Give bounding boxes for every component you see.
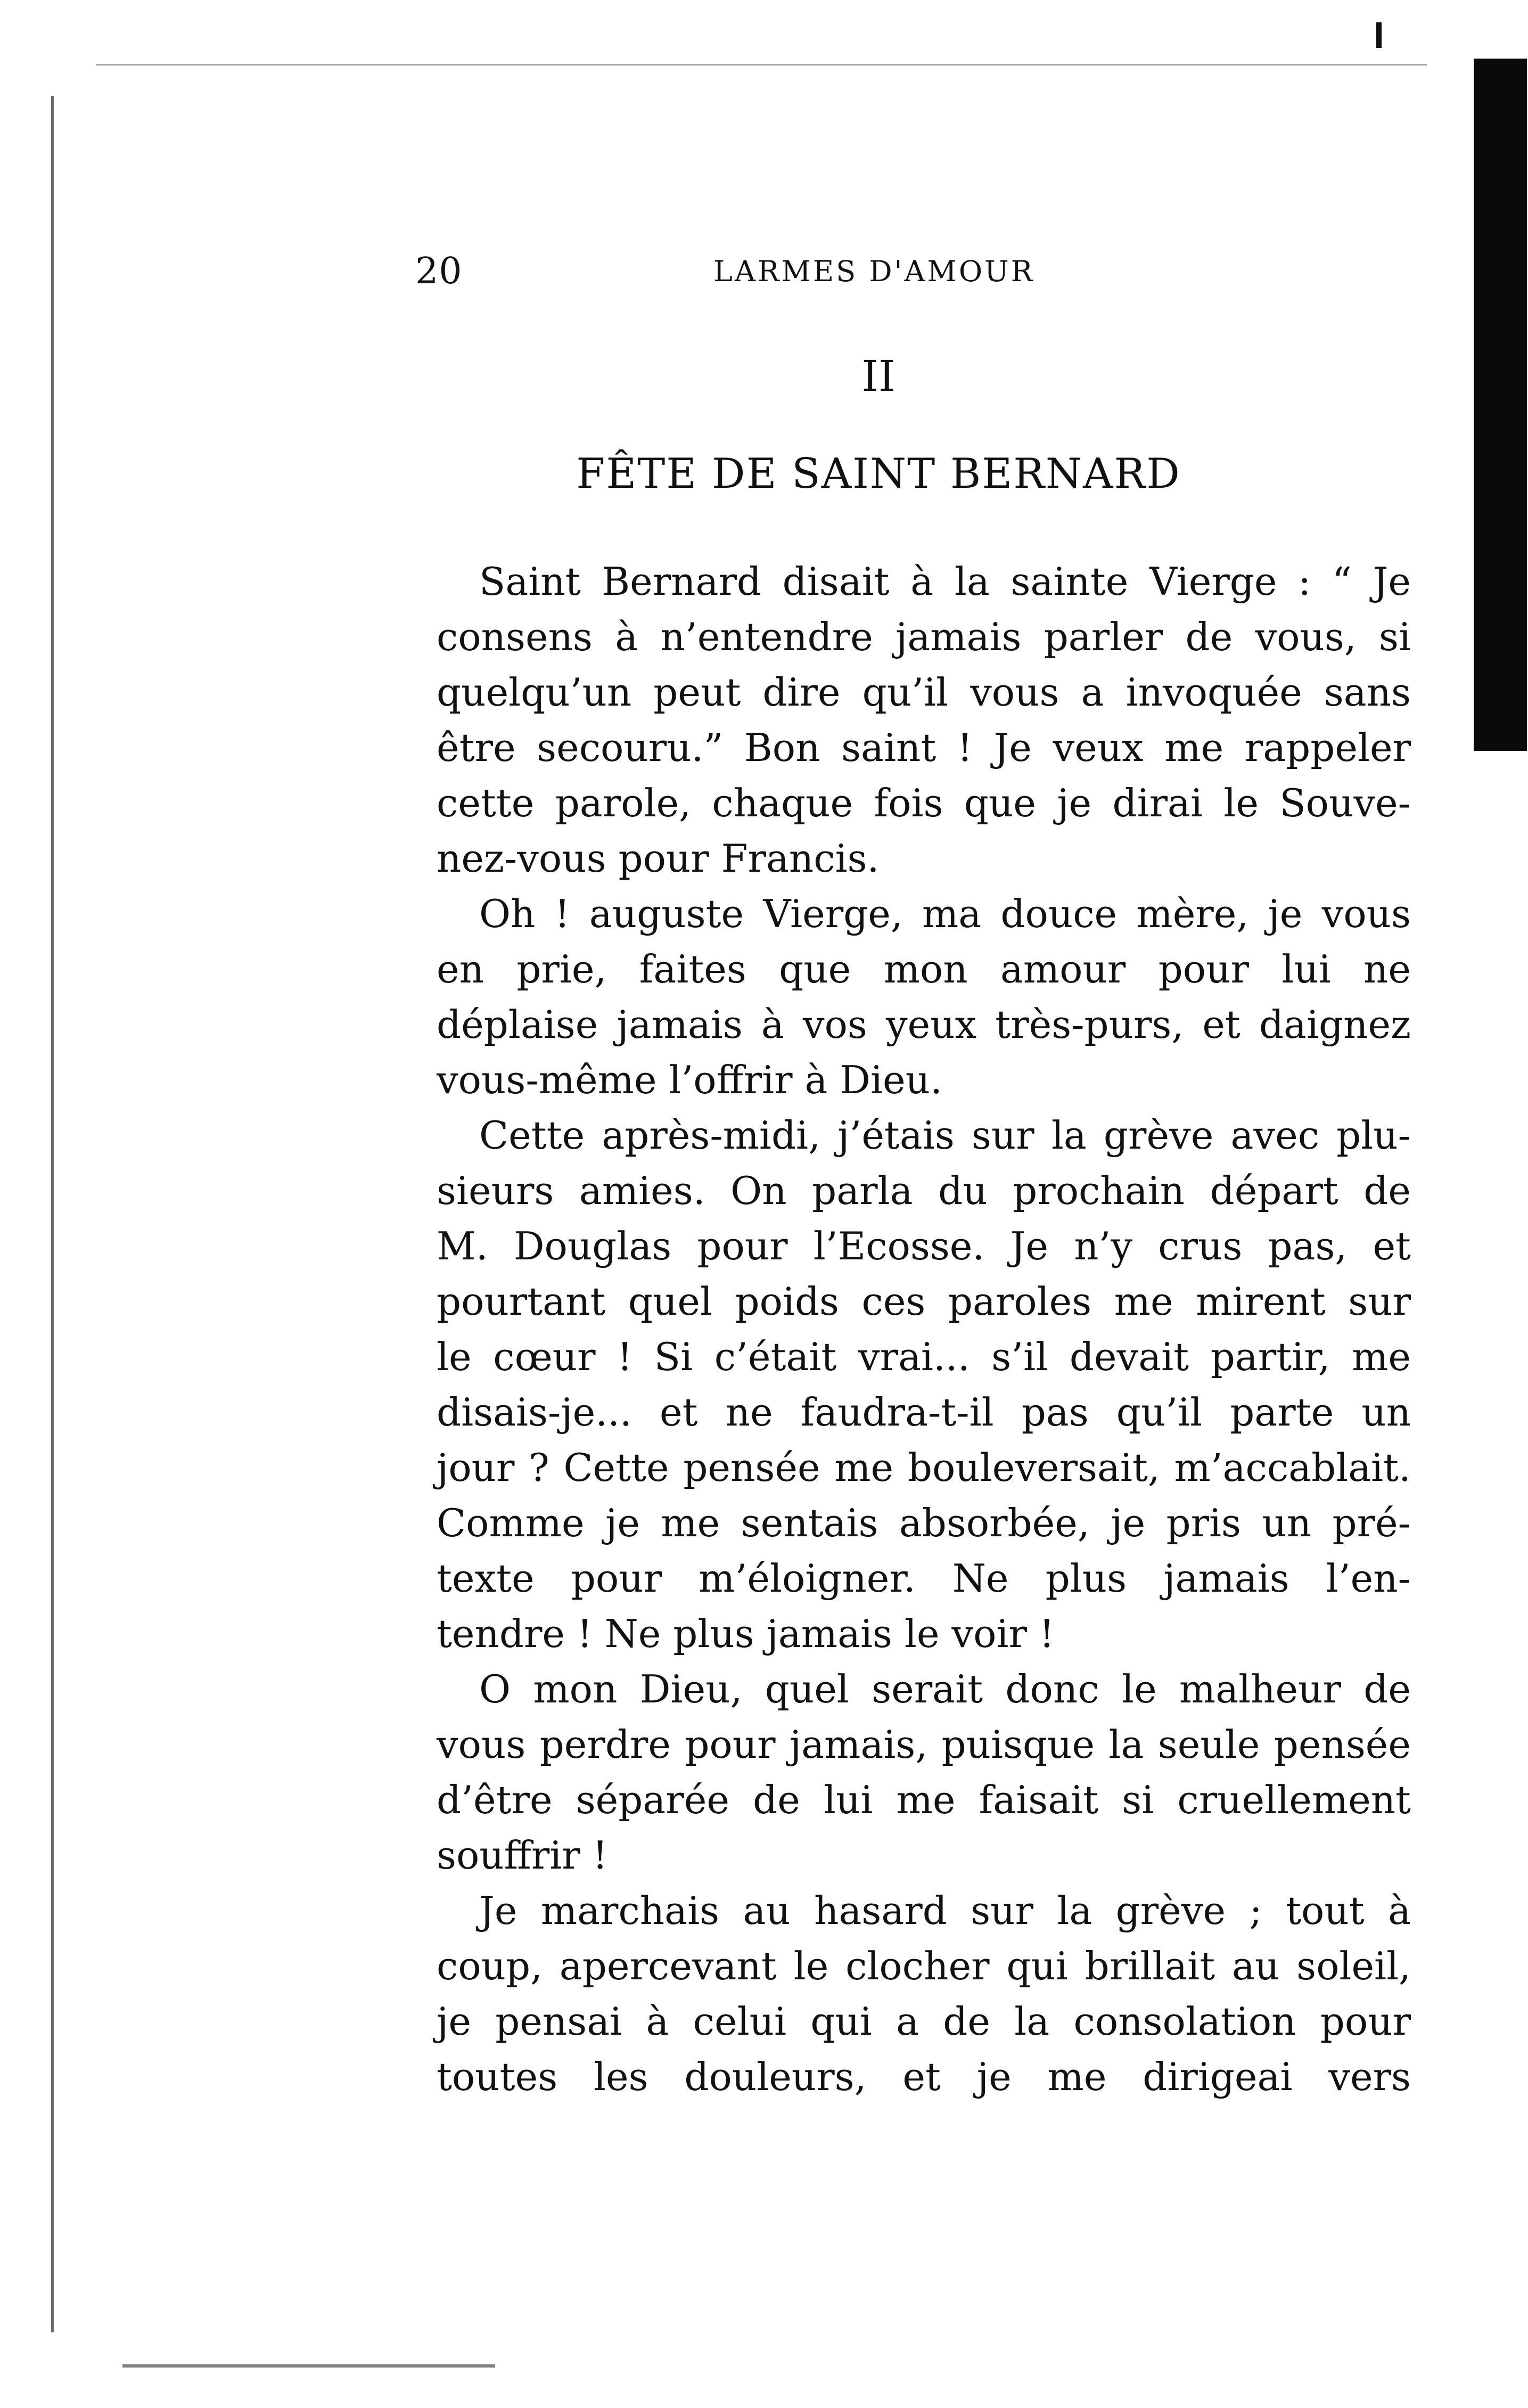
chapter-title: FÊTE DE SAINT BERNARD xyxy=(576,450,1181,498)
text-line: Comme je me sentais absorbée, je pris un pré- xyxy=(437,1501,1411,1545)
paragraph xyxy=(437,1108,1411,1661)
paragraph xyxy=(437,886,1411,1108)
text-line: M. Douglas pour l’Ecosse. Je n’y crus pas, et xyxy=(437,1224,1411,1268)
text-line: O mon Dieu, quel serait donc le malheur de xyxy=(479,1667,1411,1711)
running-title: LARMES D'AMOUR xyxy=(713,255,1035,288)
scan-mark xyxy=(1376,22,1382,48)
text-line: Saint Bernard disait à la sainte Vierge : “ Je xyxy=(479,559,1411,604)
text-line: nez-vous pour Francis. xyxy=(437,836,880,881)
paragraph xyxy=(437,554,1411,886)
paragraph xyxy=(437,1883,1411,2104)
text-line: sieurs amies. On parla du prochain départ de xyxy=(437,1168,1411,1213)
text-line: toutes les douleurs, et je me dirigeai vers xyxy=(437,2054,1411,2099)
scan-edge-top xyxy=(96,64,1427,65)
text-line: souffrir ! xyxy=(437,1833,608,1878)
text-line: texte pour m’éloigner. Ne plus jamais l’en- xyxy=(437,1556,1411,1601)
body-text xyxy=(437,554,1411,2104)
scan-margin-bar xyxy=(1474,59,1527,751)
text-line: cette parole, chaque fois que je dirai le Souve- xyxy=(437,781,1411,825)
text-line: déplaise jamais à vos yeux très-purs, et daignez xyxy=(437,1002,1411,1047)
text-line: je pensai à celui qui a de la consolation pour xyxy=(437,1999,1411,2044)
scan-edge-left xyxy=(51,96,54,2332)
text-line: Je marchais au hasard sur la grève ; tout à xyxy=(479,1888,1411,1933)
text-line: tendre ! Ne plus jamais le voir ! xyxy=(437,1611,1055,1656)
text-line: Oh ! auguste Vierge, ma douce mère, je vous xyxy=(479,891,1411,936)
page-number: 20 xyxy=(415,250,463,292)
text-line: vous perdre pour jamais, puisque la seule pensée xyxy=(437,1722,1411,1767)
text-line: consens à n’entendre jamais parler de vous, si xyxy=(437,615,1411,659)
text-line: en prie, faites que mon amour pour lui ne xyxy=(437,947,1411,992)
paragraph xyxy=(437,1661,1411,1883)
text-line: Cette après-midi, j’étais sur la grève avec plu- xyxy=(479,1113,1411,1158)
text-line: jour ? Cette pensée me bouleversait, m’accablait. xyxy=(437,1445,1411,1490)
chapter-number: II xyxy=(861,351,896,401)
text-line: disais-je... et ne faudra-t-il pas qu’il parte un xyxy=(437,1390,1411,1435)
text-line: quelqu’un peut dire qu’il vous a invoquée sans xyxy=(437,670,1411,715)
running-header xyxy=(415,250,1107,298)
scan-edge-bottom xyxy=(122,2364,495,2368)
text-line: coup, apercevant le clocher qui brillait au soleil, xyxy=(437,1944,1411,1988)
text-line: le cœur ! Si c’était vrai... s’il devait partir, me xyxy=(437,1334,1411,1379)
text-line: pourtant quel poids ces paroles me mirent sur xyxy=(437,1279,1411,1324)
text-line: être secouru.” Bon saint ! Je veux me rappeler xyxy=(437,725,1411,770)
text-line: vous-même l’offrir à Dieu. xyxy=(437,1058,942,1102)
text-line: d’être séparée de lui me faisait si cruellement xyxy=(437,1778,1411,1822)
